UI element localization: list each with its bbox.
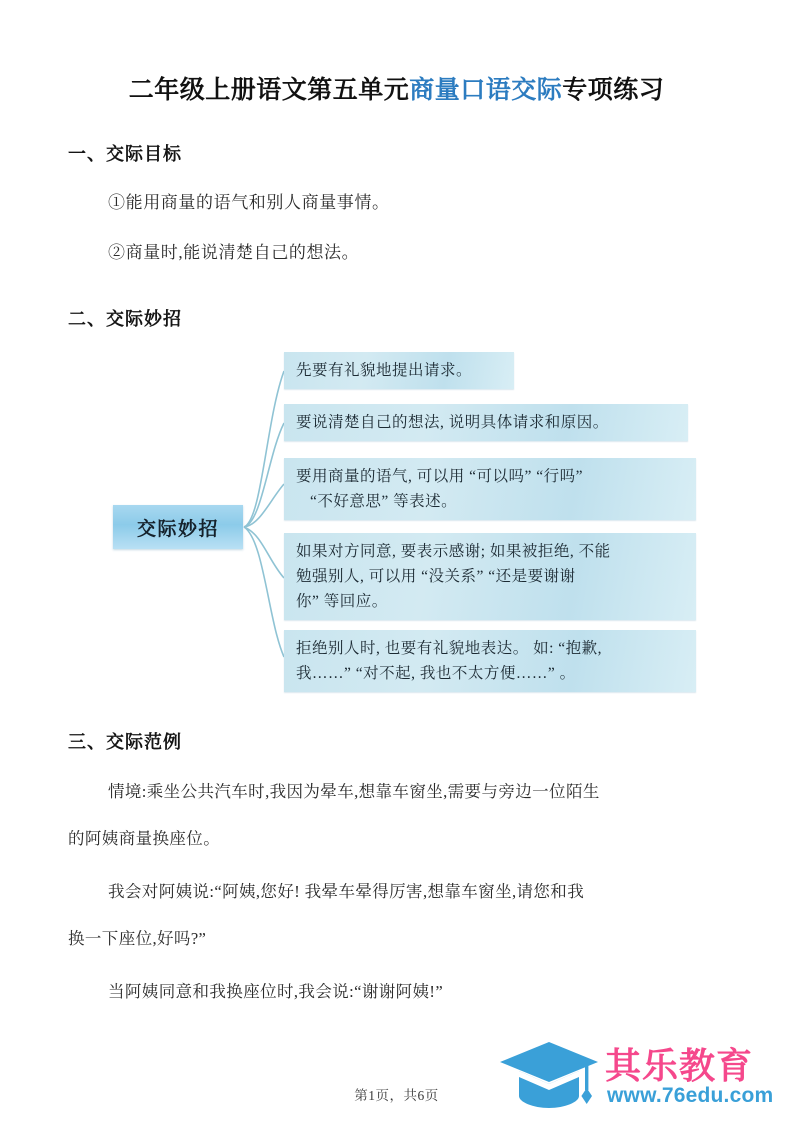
section-heading-tips: 二、交际妙招 <box>68 309 182 329</box>
graduation-cap-icon <box>497 1038 601 1110</box>
sample-paragraph-2-line-1: 我会对阿姨说:“阿姨,您好! 我晕车晕得厉害,想靠车窗坐,请您和我 <box>108 882 585 901</box>
tip-bubble-4-line-1: 如果对方同意, 要表示感谢; 如果被拒绝, 不能 <box>296 543 611 560</box>
sample-paragraph-1-line-1: 情境:乘坐公共汽车时,我因为晕车,想靠车窗坐,需要与旁边一位陌生 <box>108 782 600 801</box>
section-heading-sample: 三、交际范例 <box>68 732 182 752</box>
logo-url-text: www.76edu.com <box>607 1084 774 1107</box>
goal-item-2: ②商量时,能说清楚自己的想法。 <box>108 243 360 262</box>
tip-bubble-4-line-3: 你” 等回应。 <box>296 593 388 610</box>
section-heading-goal: 一、交际目标 <box>68 144 182 164</box>
goal-item-1: ①能用商量的语气和别人商量事情。 <box>108 193 390 212</box>
tip-bubble-5 <box>284 630 696 692</box>
tip-bubble-3-line-1: 要用商量的语气, 可以用 “可以吗” “行吗” <box>296 468 584 485</box>
title-prefix: 二年级上册语文第五单元 <box>128 76 410 104</box>
mindmap-center-node: 交际妙招 <box>113 505 243 549</box>
tip-bubble-3 <box>284 458 696 520</box>
tip-bubble-1 <box>284 352 514 389</box>
logo-brand-text: 其乐教育 <box>605 1045 754 1086</box>
site-logo <box>497 1036 782 1114</box>
footer-page-number: 第1页，共6页 <box>354 1088 439 1103</box>
tip-bubble-5-line-1: 拒绝别人时, 也要有礼貌地表达。 如: “抱歉, <box>296 640 603 657</box>
sample-paragraph-3: 当阿姨同意和我换座位时,我会说:“谢谢阿姨!” <box>108 982 444 1001</box>
title-highlight: 商量口语交际 <box>409 76 563 104</box>
tip-bubble-2-line-1: 要说清楚自己的想法, 说明具体请求和原因。 <box>296 414 609 431</box>
page-title <box>0 70 793 106</box>
sample-paragraph-1-line-2: 的阿姨商量换座位。 <box>68 829 221 848</box>
tip-bubble-3-line-2: “不好意思” 等表述。 <box>310 493 458 510</box>
tip-bubble-1-line-1: 先要有礼貌地提出请求。 <box>296 362 473 379</box>
tip-bubble-5-line-2: 我……” “对不起, 我也不太方便……” 。 <box>296 665 576 682</box>
sample-paragraph-2-line-2: 换一下座位,好吗?” <box>68 929 207 948</box>
tip-bubble-2 <box>284 404 688 441</box>
tip-bubble-4-line-2: 勉强别人, 可以用 “没关系” “还是要谢谢 <box>296 568 576 585</box>
tip-bubble-4 <box>284 533 696 620</box>
title-suffix: 专项练习 <box>562 76 665 104</box>
